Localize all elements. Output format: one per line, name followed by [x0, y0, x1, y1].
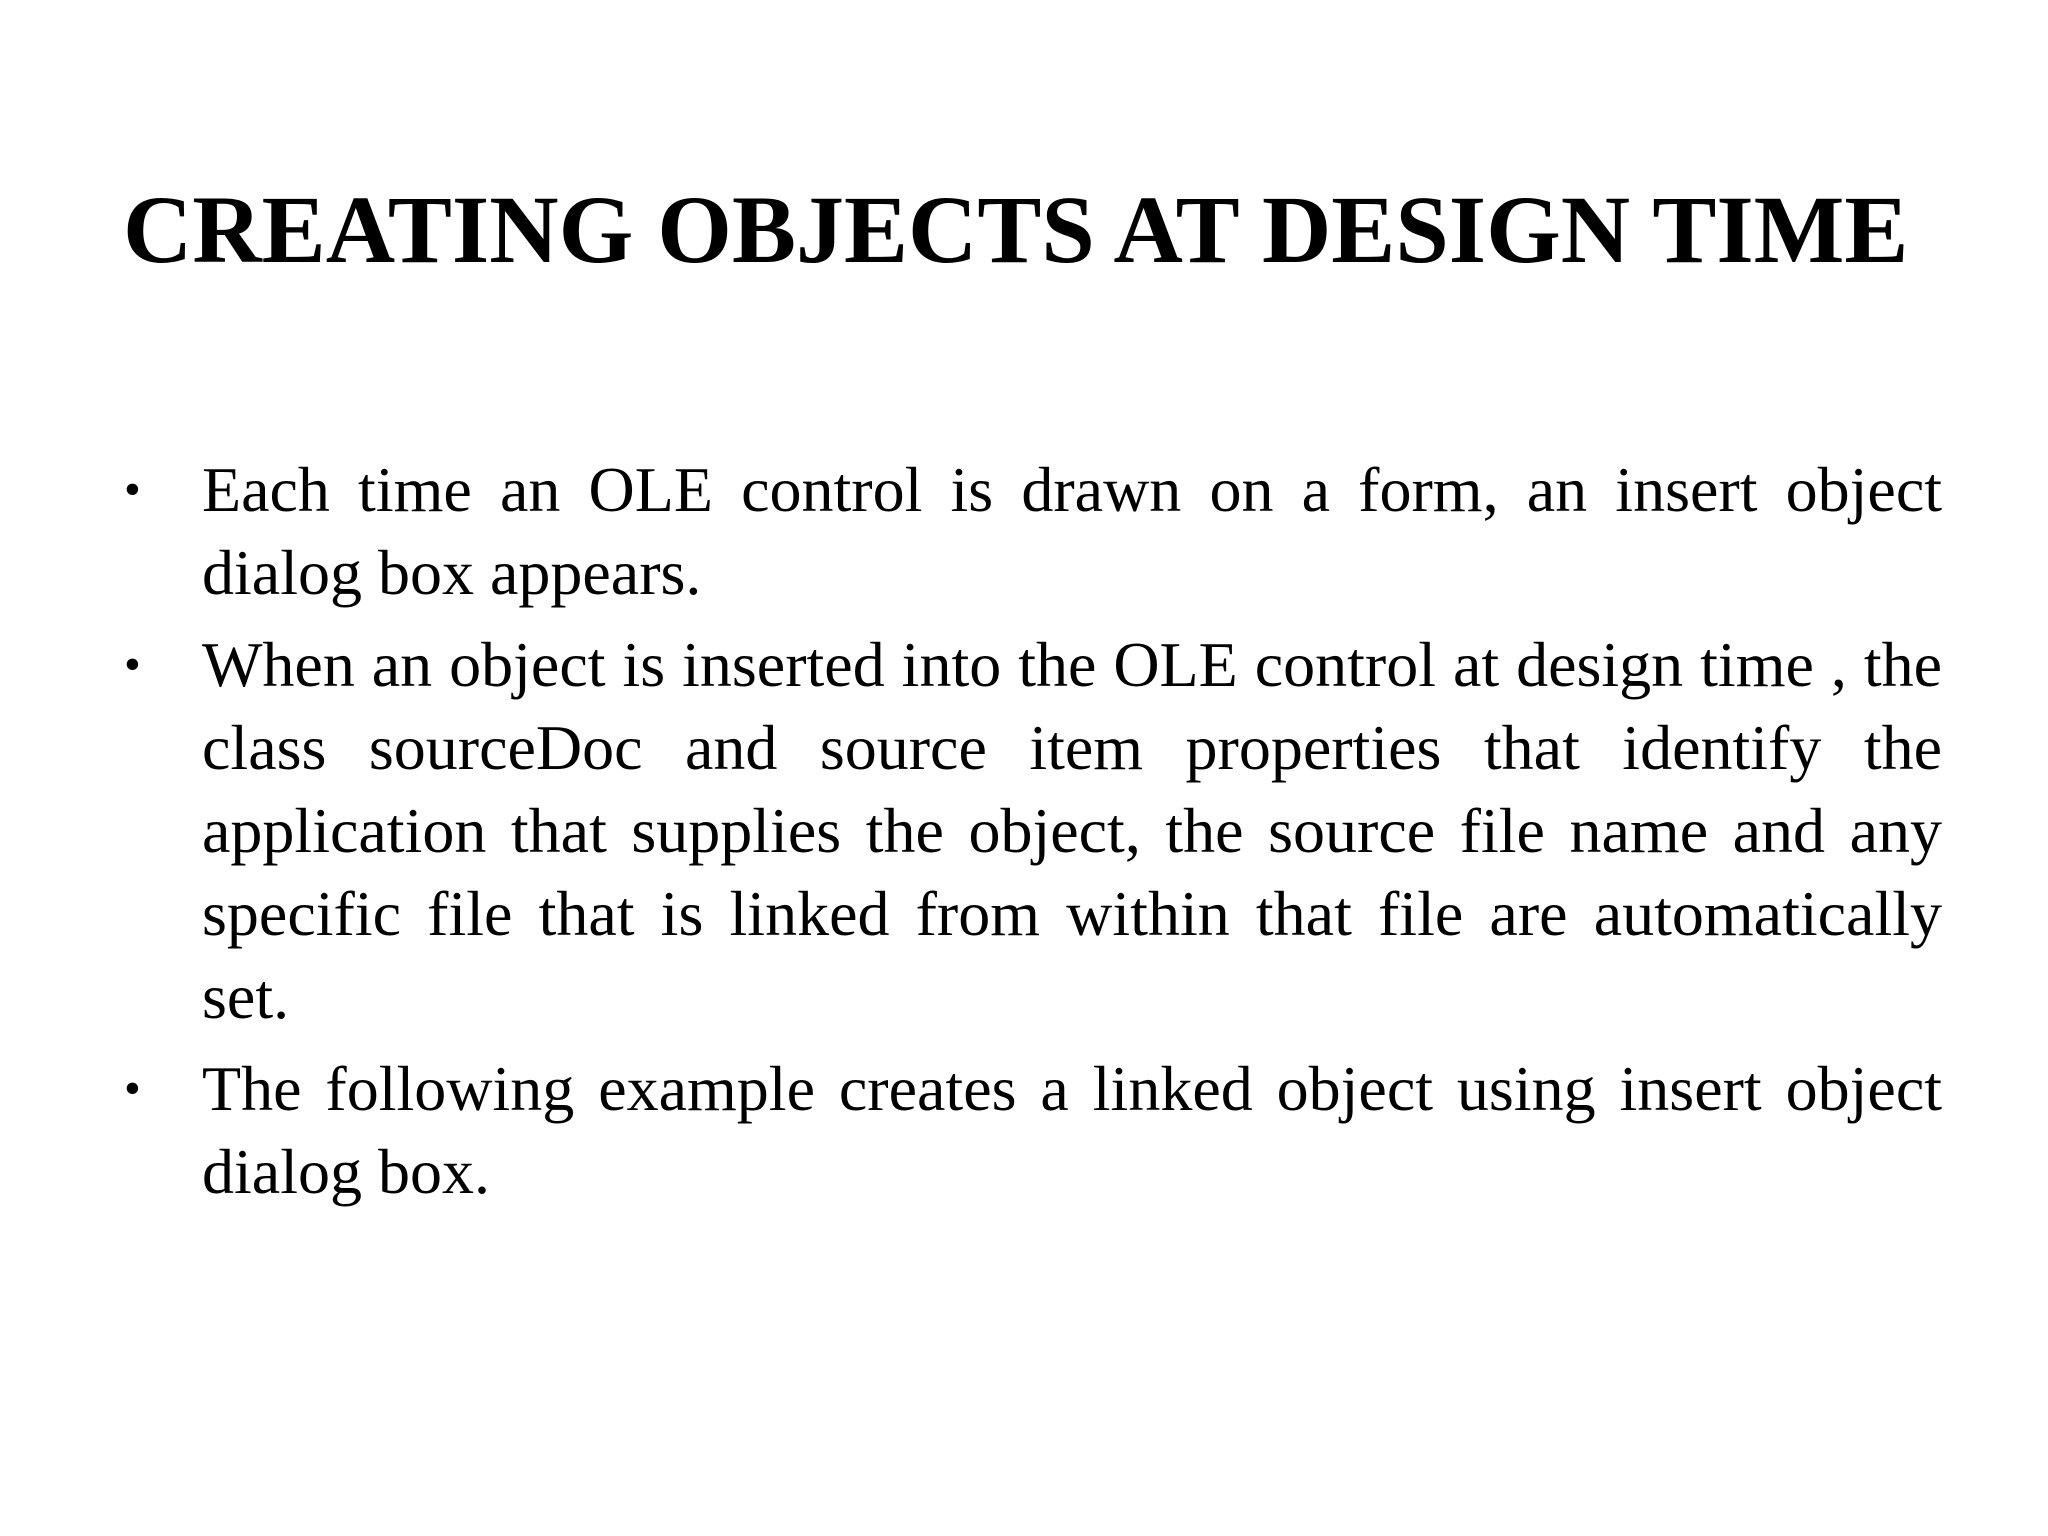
bullet-text: When an object is inserted into the OLE control at design time , the class sourceDoc and source item properties that identify the application that supplies the object, the source file name and any specific file that is linked from within that file are automatically set. — [202, 629, 1942, 1032]
bullet-text: Each time an OLE control is drawn on a form, an insert object dialog box appears. — [202, 454, 1942, 608]
slide-title: CREATING OBJECTS AT DESIGN TIME — [123, 176, 1909, 283]
bullet-point-icon: • — [124, 1062, 141, 1115]
bullet-point-icon: • — [124, 638, 141, 691]
bullet-text: The following example creates a linked object using insert object dialog box. — [202, 1053, 1942, 1207]
bullet-item — [120, 623, 1942, 1038]
bullet-item — [120, 1047, 1942, 1213]
bullet-list — [120, 448, 1942, 1222]
bullet-point-icon: • — [124, 463, 141, 516]
bullet-item — [120, 448, 1942, 614]
